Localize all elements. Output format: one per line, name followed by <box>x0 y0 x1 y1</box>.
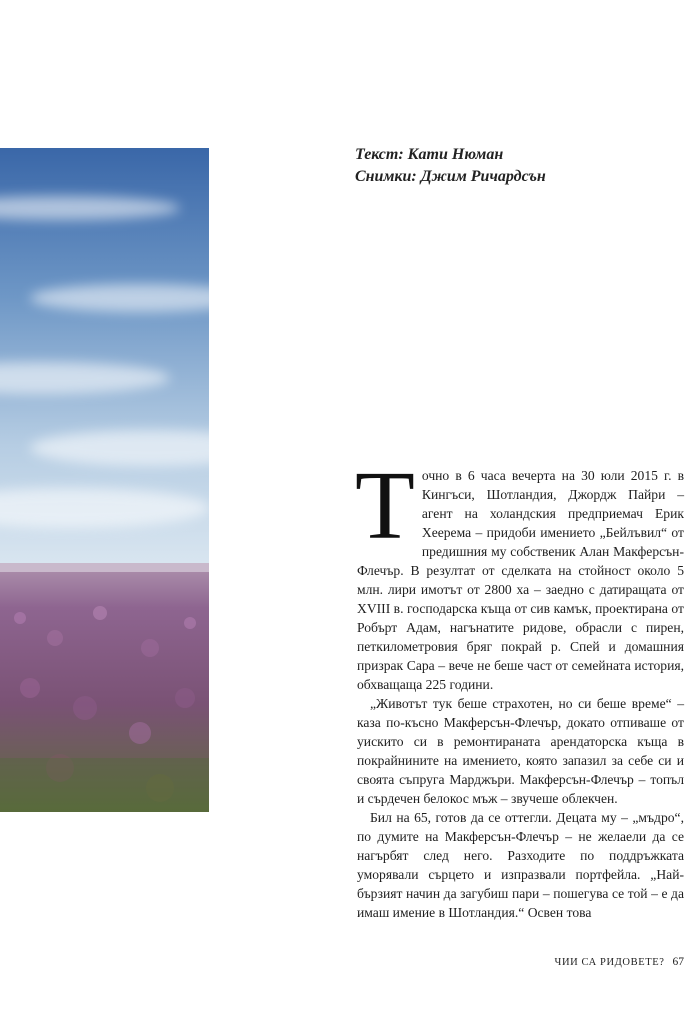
heather-moor-photo <box>0 148 209 812</box>
article-paragraph: Бил на 65, готов да се оттегли. Децата му – „мъдро“, по думите на Макферсън-Флечър – не желаели да се нагърбят след него. Разходите по поддръжката уморявали сърцето и изпразвали портфейла. „Най-бързият начин да загубиш пари – пошегува се той – е да имаш имение в Шотландия.“ Освен това <box>357 810 684 920</box>
running-title: ЧИИ СА РИДОВЕТЕ? <box>554 957 665 968</box>
article-credits <box>355 144 685 188</box>
article-paragraph <box>355 452 684 694</box>
page-footer <box>470 956 684 968</box>
drop-cap: Т <box>355 452 415 560</box>
landscape-image <box>0 148 209 812</box>
page-number: 67 <box>672 956 684 968</box>
author-credit: Текст: Кати Нюман <box>355 146 504 163</box>
article-paragraph: „Животът тук беше страхотен, но си беше време“ – каза по-късно Макферсън-Флечър, докато отпиваше от уискито си в ремонтираната арендаторска къща в покрайнините на имението, която запазил за себе си и своята съпруга Марджъри. Макферсън-Флечър – топъл и сърдечен белокос мъж – звучеше облекчен. <box>357 696 684 806</box>
article-body <box>355 452 684 922</box>
photographer-credit: Снимки: Джим Ричардсън <box>355 168 546 185</box>
paragraph-text: очно в 6 часа вечерта на 30 юли 2015 г. в Кингъси, Шотландия, Джордж Пайри – агент на холандския предприемач Ерик Хеерема – придоби имението „Бейлъвил“ от предишния му собственик Алан Макферсън-Флечър. В резултат от сделката на стойност около 5 млн. лири имотът от 2800 ха – заедно с датиращата от XVIII в. господарска къща от сив камък, проектирана от Робърт Адам, нагънатите ридове, обрасли с пирен, петкилометровия бряг покрай р. Спей и домашния призрак Сара – вече не беше част от семейната история, обхващаща 225 години. <box>357 468 684 692</box>
